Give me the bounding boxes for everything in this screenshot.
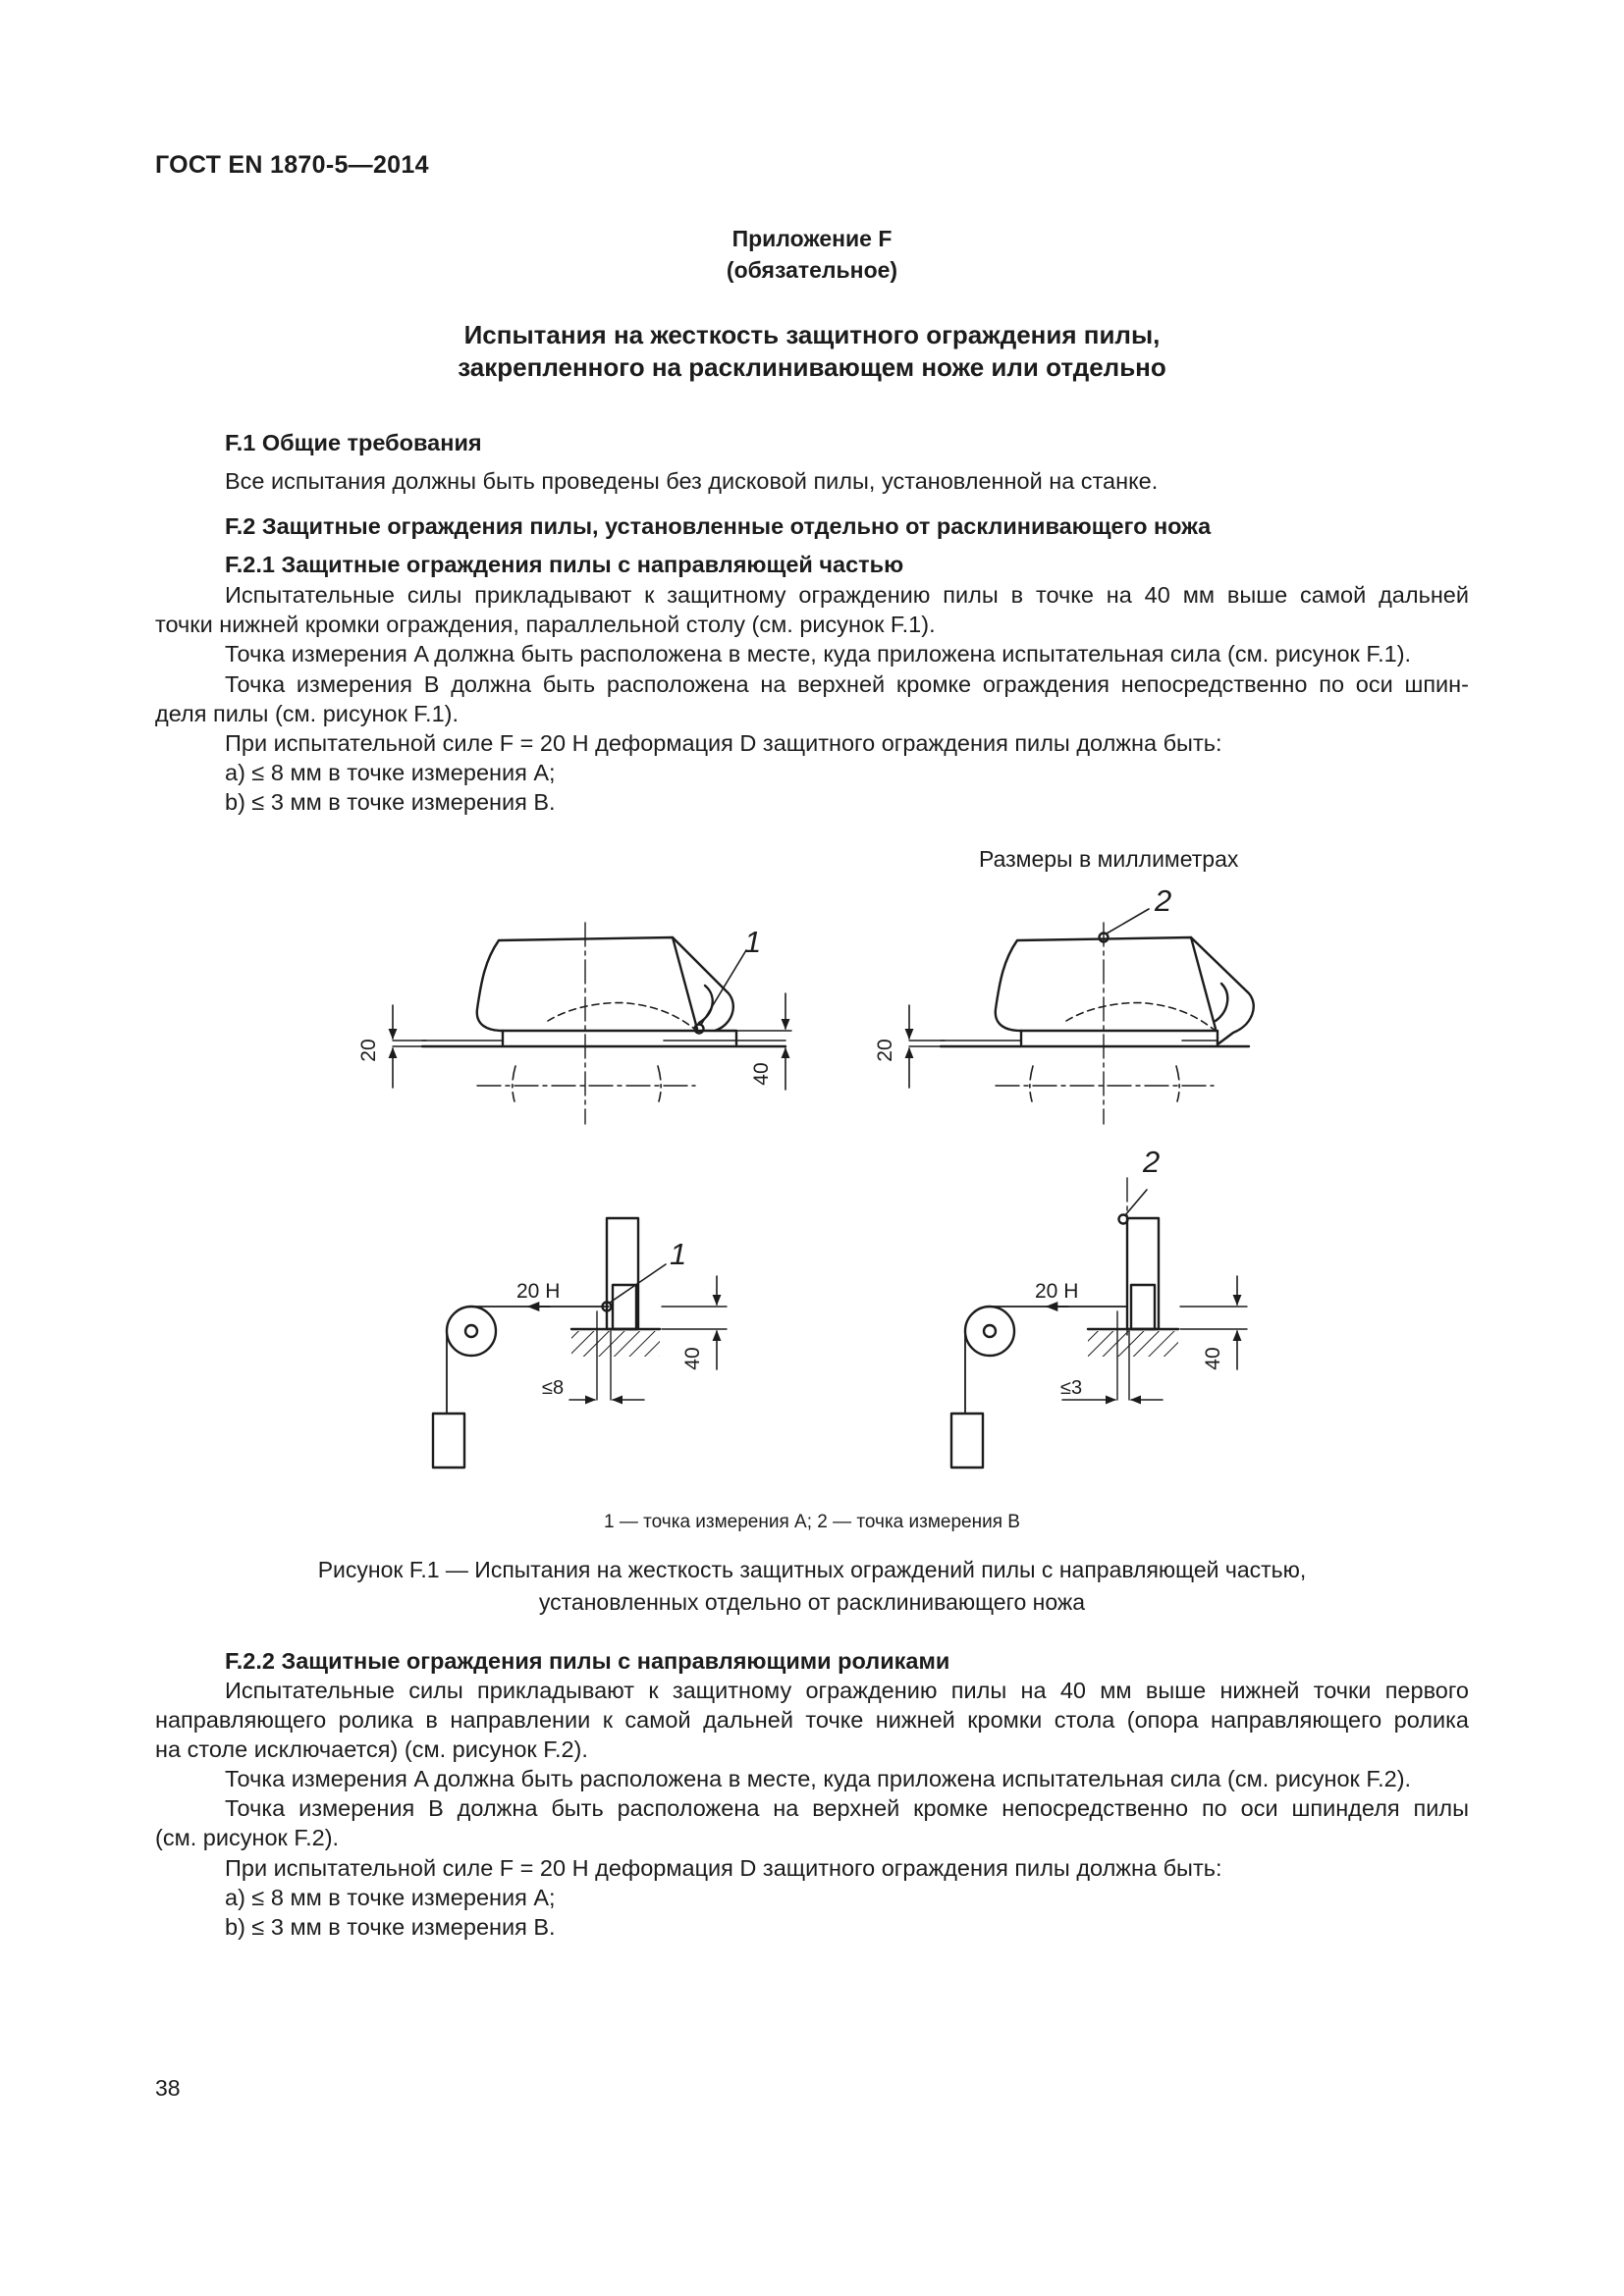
section-f21-item-b: b) ≤ 3 мм в точке измерения B. [225,789,556,815]
dim-40-rig-a: 40 [681,1347,704,1370]
limit-label-8: ≤8 [542,1377,565,1399]
limit-label-3: ≤3 [1060,1377,1083,1399]
callout-1-top: 1 [744,925,762,959]
diagram-guard-point-b [909,909,1254,1124]
appendix-title-line1: Испытания на жесткость защитного ограждения пилы, [463,320,1161,349]
figure-caption-line2: установленных отдельно от расклинивающего ножа [538,1589,1086,1615]
section-f1-heading: F.1 Общие требования [225,430,482,455]
section-f22-item-a: a) ≤ 8 мм в точке измерения A; [225,1885,556,1910]
callout-1-rig: 1 [670,1237,687,1271]
dim-20-left: 20 [357,1039,380,1062]
section-f22-p3a: Точка измерения B должна быть расположена на верхней кромке непосредственно по оси шпинделя пилы [225,1795,1469,1821]
section-f2-heading: F.2 Защитные ограждения пилы, установленные отдельно от расклинивающего ножа [225,513,1212,539]
section-f1-text: Все испытания должны быть проведены без дисковой пилы, установленной на станке. [225,468,1159,494]
section-f22-heading: F.2.2 Защитные ограждения пилы с направляющими роликами [225,1648,950,1674]
page-number: 38 [155,2075,181,2101]
section-f22-item-b: b) ≤ 3 мм в точке измерения B. [225,1914,556,1940]
section-f22-p3b: (см. рисунок F.2). [155,1825,340,1850]
document-header: ГОСТ EN 1870-5—2014 [155,151,429,179]
figure-legend: 1 — точка измерения A; 2 — точка измерения B [604,1512,1020,1532]
diagram-test-rig-point-b [951,1178,1247,1468]
section-f21-p1b: точки нижней кромки ограждения, параллельной столу (см. рисунок F.1). [155,612,936,637]
section-f22-p1a: Испытательные силы прикладывают к защитному ограждению пилы на 40 мм выше нижней точки первого [225,1678,1469,1703]
callout-2-top: 2 [1155,883,1172,918]
section-f22-p2: Точка измерения A должна быть расположена в месте, куда приложена испытательная сила (см. рисунок F.2). [225,1766,1412,1791]
section-f22-p1b: направляющего ролика в направлении к самой дальней точке нижней кромки стола (опора направляющего ролика [155,1707,1469,1733]
diagram-guard-point-a [393,923,791,1124]
section-f21-p3b: деля пилы (см. рисунок F.1). [155,701,459,726]
callout-2-rig: 2 [1143,1145,1161,1179]
dim-40-rig-b: 40 [1202,1347,1224,1370]
section-f22-p4: При испытательной силе F = 20 Н деформация D защитного ограждения пилы должна быть: [225,1855,1222,1881]
section-f21-p2: Точка измерения A должна быть расположена в месте, куда приложена испытательная сила (см. рисунок F.1). [225,641,1412,667]
figure-units-note: Размеры в миллиметрах [979,846,1239,872]
force-label-rig-a: 20 Н [516,1280,561,1303]
force-label-rig-b: 20 Н [1035,1280,1079,1303]
figure-caption-line1: Рисунок F.1 — Испытания на жесткость защитных ограждений пилы с направляющей частью, [317,1557,1307,1582]
appendix-status: (обязательное) [726,257,898,283]
section-f21-p1a: Испытательные силы прикладывают к защитному ограждению пилы в точке на 40 мм выше самой дальней [225,582,1469,608]
section-f22-p1c: на столе исключается) (см. рисунок F.2). [155,1736,588,1762]
section-f21-p4: При испытательной силе F = 20 Н деформация D защитного ограждения пилы должна быть: [225,730,1222,756]
section-f21-item-a: a) ≤ 8 мм в точке измерения A; [225,760,556,785]
section-f21-p3a: Точка измерения B должна быть расположена на верхней кромке ограждения непосредственно по оси шпин- [225,671,1469,697]
dim-20-right: 20 [874,1039,896,1062]
appendix-title-line2: закрепленного на расклинивающем ноже или отдельно [458,352,1166,382]
dim-40-left: 40 [750,1062,773,1086]
section-f21-heading: F.2.1 Защитные ограждения пилы с направляющей частью [225,552,904,577]
appendix-label: Приложение F [731,226,893,251]
